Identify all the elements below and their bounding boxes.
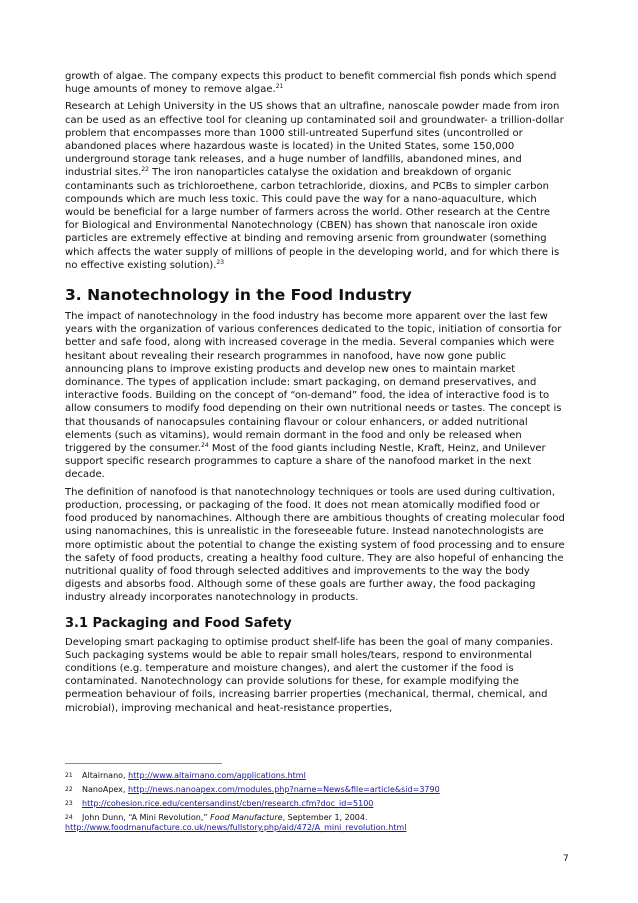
footnote-22 bbox=[65, 785, 585, 795]
paragraph-text: Most of the food giants including Nestle, Kraft, Heinz, and Unilever support specific research programmes to capture a share of the nanofood market in the next decade. bbox=[65, 443, 546, 481]
section-heading-3: 3. Nanotechnology in the Food Industry bbox=[65, 286, 412, 305]
footnote-number: 22 bbox=[65, 786, 73, 793]
paragraph-nanofood-definition: The definition of nanofood is that nanotechnology techniques or tools are used during cultivation, production, processing, or packaging of the food. It does not mean atomically modified food or food produced by nanomachines. Although there are ambitious thoughts of creating molecular food using nanomachines, this is unrealistic in the foreseeable future. Instead nanotechnologists are more optimistic about the potential to change the existing system of food processing and to ensure the safety of food products, creating a healthy food culture. They are also hopeful of enhancing the nutritional quality of food through selected additives and improvements to the way the body digests and absorbs food. Although some of these goals are further away, the food packaging industry already incorporates nanotechnology in products. bbox=[65, 486, 565, 604]
footnote-ref[interactable]: 24 bbox=[201, 442, 209, 450]
footnote-ref[interactable]: 21 bbox=[275, 83, 284, 91]
footnote-number: 21 bbox=[65, 772, 73, 779]
footnote-text: NanoApex, bbox=[82, 785, 129, 794]
paragraph-food-industry bbox=[65, 310, 565, 482]
paragraph-text: The impact of nanotechnology in the food industry has become more apparent over the last few years with the organization of various conferences dedicated to the topic, initiation of consortia for better and safe food, along with increased coverage in the media. Several companies which were hesitant about revealing their research programmes in nanofood, have now gone public announcing plans to improve existing products and develop new ones to maintain market dominance. The types of application include: smart packaging, on demand preservatives, and interactive foods. Building on the concept of “on-demand” food, the idea of interactive food is to allow consumers to modify food depending on their own nutritional needs or tastes. The concept is that thousands of nanocapsules containing flavour or colour enhancers, or added nutritional elements (such as vitamins), would remain dormant in the food and only be released when triggered by the consumer. bbox=[65, 311, 562, 455]
paragraph-lehigh-research bbox=[65, 100, 565, 272]
paragraph-text: The iron nanoparticles catalyse the oxidation and breakdown of organic contaminants such as trichloroethene, carbon tetrachloride, dioxins, and PCBs to simpler carbon compounds which are much less toxic. This could pave the way for a nano-aquaculture, which would be beneficial for a large number of farmers across the world. Other research at the Centre for Biological and Environmental Nanotechnology (CBEN) has shown that nanoscale iron oxide particles are extremely effective at binding and removing arsenic from groundwater (something which affects the water supply of millions of people in the developing world, and for which there is no effective existing solution). bbox=[65, 167, 560, 271]
footnote-text: , September 1, 2004. bbox=[282, 813, 368, 822]
footnote-ref[interactable]: 22 bbox=[141, 166, 149, 174]
footnote-link[interactable]: http://www.foodmanufacture.co.uk/news/fullstory.php/aid/472/A_mini_revolution.html bbox=[65, 823, 407, 832]
paragraph-algae bbox=[65, 70, 565, 96]
footnote-separator bbox=[65, 763, 222, 764]
footnote-link[interactable]: http://news.nanoapex.com/modules.php?name=News&file=article&sid=3790 bbox=[128, 785, 440, 794]
footnote-number: 24 bbox=[65, 814, 73, 821]
footnote-text: John Dunn, “A Mini Revolution,” bbox=[82, 813, 211, 822]
footnote-link[interactable]: http://cohesion.rice.edu/centersandinst/cben/research.cfm?doc_id=5100 bbox=[82, 799, 374, 808]
footnote-ref[interactable]: 23 bbox=[216, 258, 225, 266]
paragraph-packaging: Developing smart packaging to optimise product shelf-life has been the goal of many companies. Such packaging systems would be able to repair small holes/tears, respond to environmental conditions (e.g. temperature and moisture changes), and alert the customer if the food is contaminated. Nanotechnology can provide solutions for these, for example modifying the permeation behaviour of foils, increasing barrier properties (mechanical, thermal, chemical, and microbial), improving mechanical and heat-resistance properties, bbox=[65, 636, 554, 714]
body-text bbox=[65, 70, 565, 719]
section-heading-3-1: 3.1 Packaging and Food Safety bbox=[65, 615, 292, 631]
paragraph-text: Research at Lehigh University in the US shows that an ultrafine, nanoscale powder made from iron can be used as an effective tool for cleaning up contaminated soil and groundwater- a trillion-dollar problem that encompasses more than 1000 still-untreated Superfund sites (uncontrolled or abandoned places where hazardous waste is located) in the United States, some 150,000 underground storage tank releases, and a huge number of landfills, abandoned mines, and industrial sites. bbox=[65, 101, 564, 179]
footnote-text: Altairnano, bbox=[82, 771, 129, 780]
paragraph-text: growth of algae. The company expects this product to benefit commercial fish ponds which spend huge amounts of money to remove algae. bbox=[65, 71, 557, 96]
footnote-source-title: Food Manufacture bbox=[210, 813, 283, 822]
footnote-21 bbox=[65, 771, 585, 781]
footnote-number: 23 bbox=[65, 800, 73, 807]
page-number: 7 bbox=[563, 854, 569, 864]
footnote-23 bbox=[65, 799, 585, 809]
footnote-link[interactable]: http://www.altairnano.com/applications.html bbox=[128, 771, 306, 780]
footnote-24 bbox=[65, 813, 585, 833]
